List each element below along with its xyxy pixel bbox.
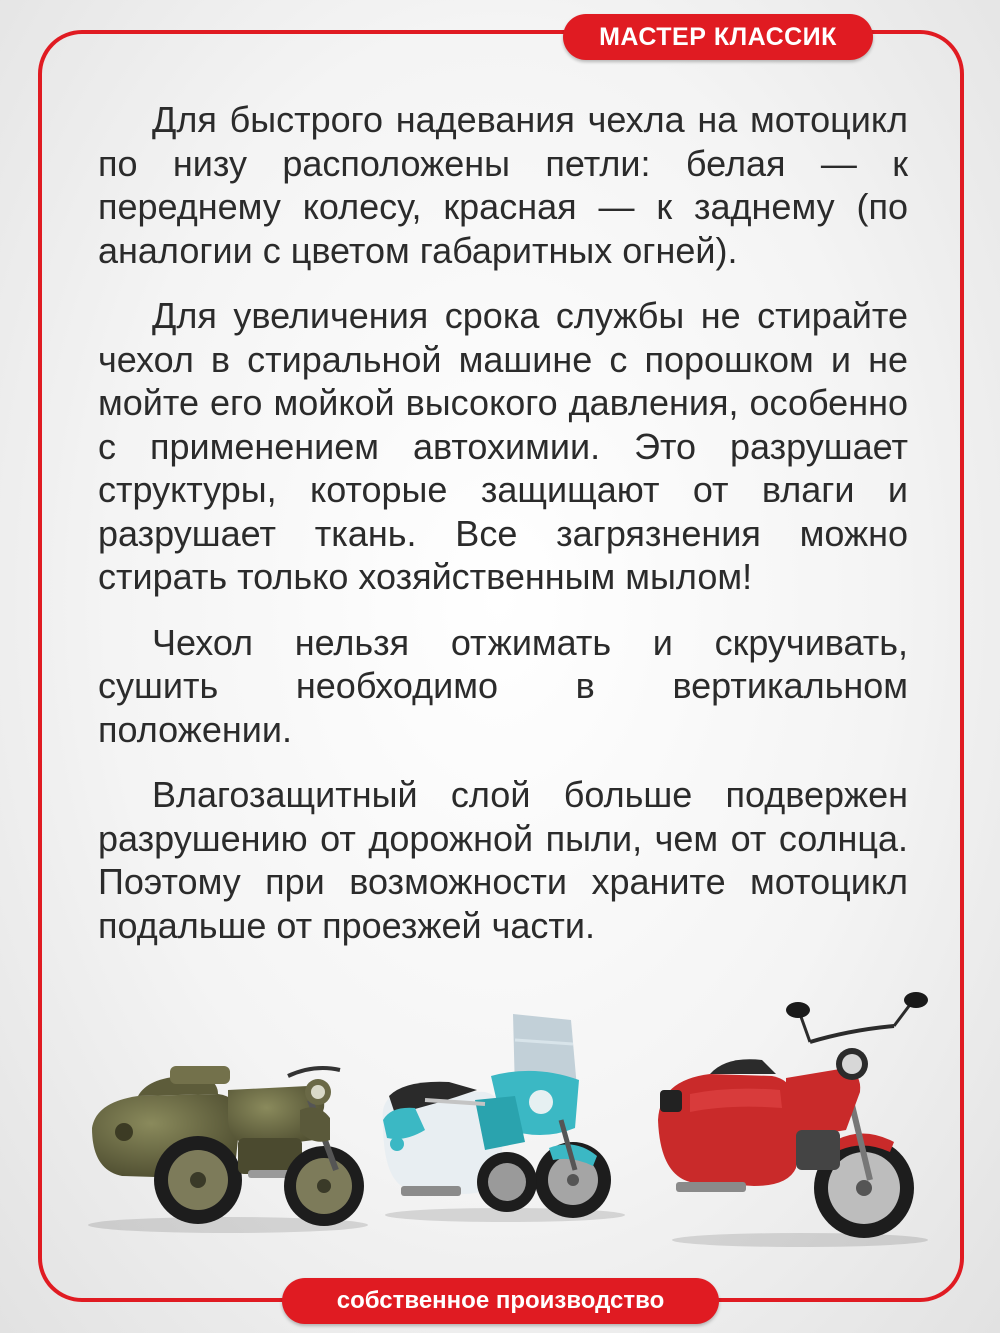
- paragraph-washing: Для увеличения срока службы не стирайте чехол в стиральной машине с порошком и не мойте его мойкой высокого давления, особенно с применением автохимии. Это разрушает структуры, которые защищают от влаги и разрушает ткань. Все загрязнения можно стирать только хозяйственным мылом!: [98, 295, 908, 597]
- red-motorcycle-image: [650, 990, 940, 1250]
- paragraph-drying: Чехол нельзя отжимать и скручивать, сушить необходимо в вертикальном положении.: [98, 621, 908, 750]
- production-badge: собственное производство: [282, 1278, 719, 1324]
- olive-motorcycle-image: [78, 1020, 378, 1235]
- turquoise-motorcycle-image: [365, 1010, 635, 1225]
- brand-badge: МАСТЕР КЛАССИК: [563, 14, 873, 60]
- paragraph-storage: Влагозащитный слой больше подвержен разрушению от дорожной пыли, чем от солнца. Поэтому при возможности храните мотоцикл подальше от проезжей части.: [98, 774, 908, 946]
- instructions-text: [98, 98, 908, 969]
- paragraph-loops: Для быстрого надевания чехла на мотоцикл по низу расположены петли: белая — к переднему колесу, красная — к заднему (по аналогии с цветом габаритных огней).: [98, 99, 908, 271]
